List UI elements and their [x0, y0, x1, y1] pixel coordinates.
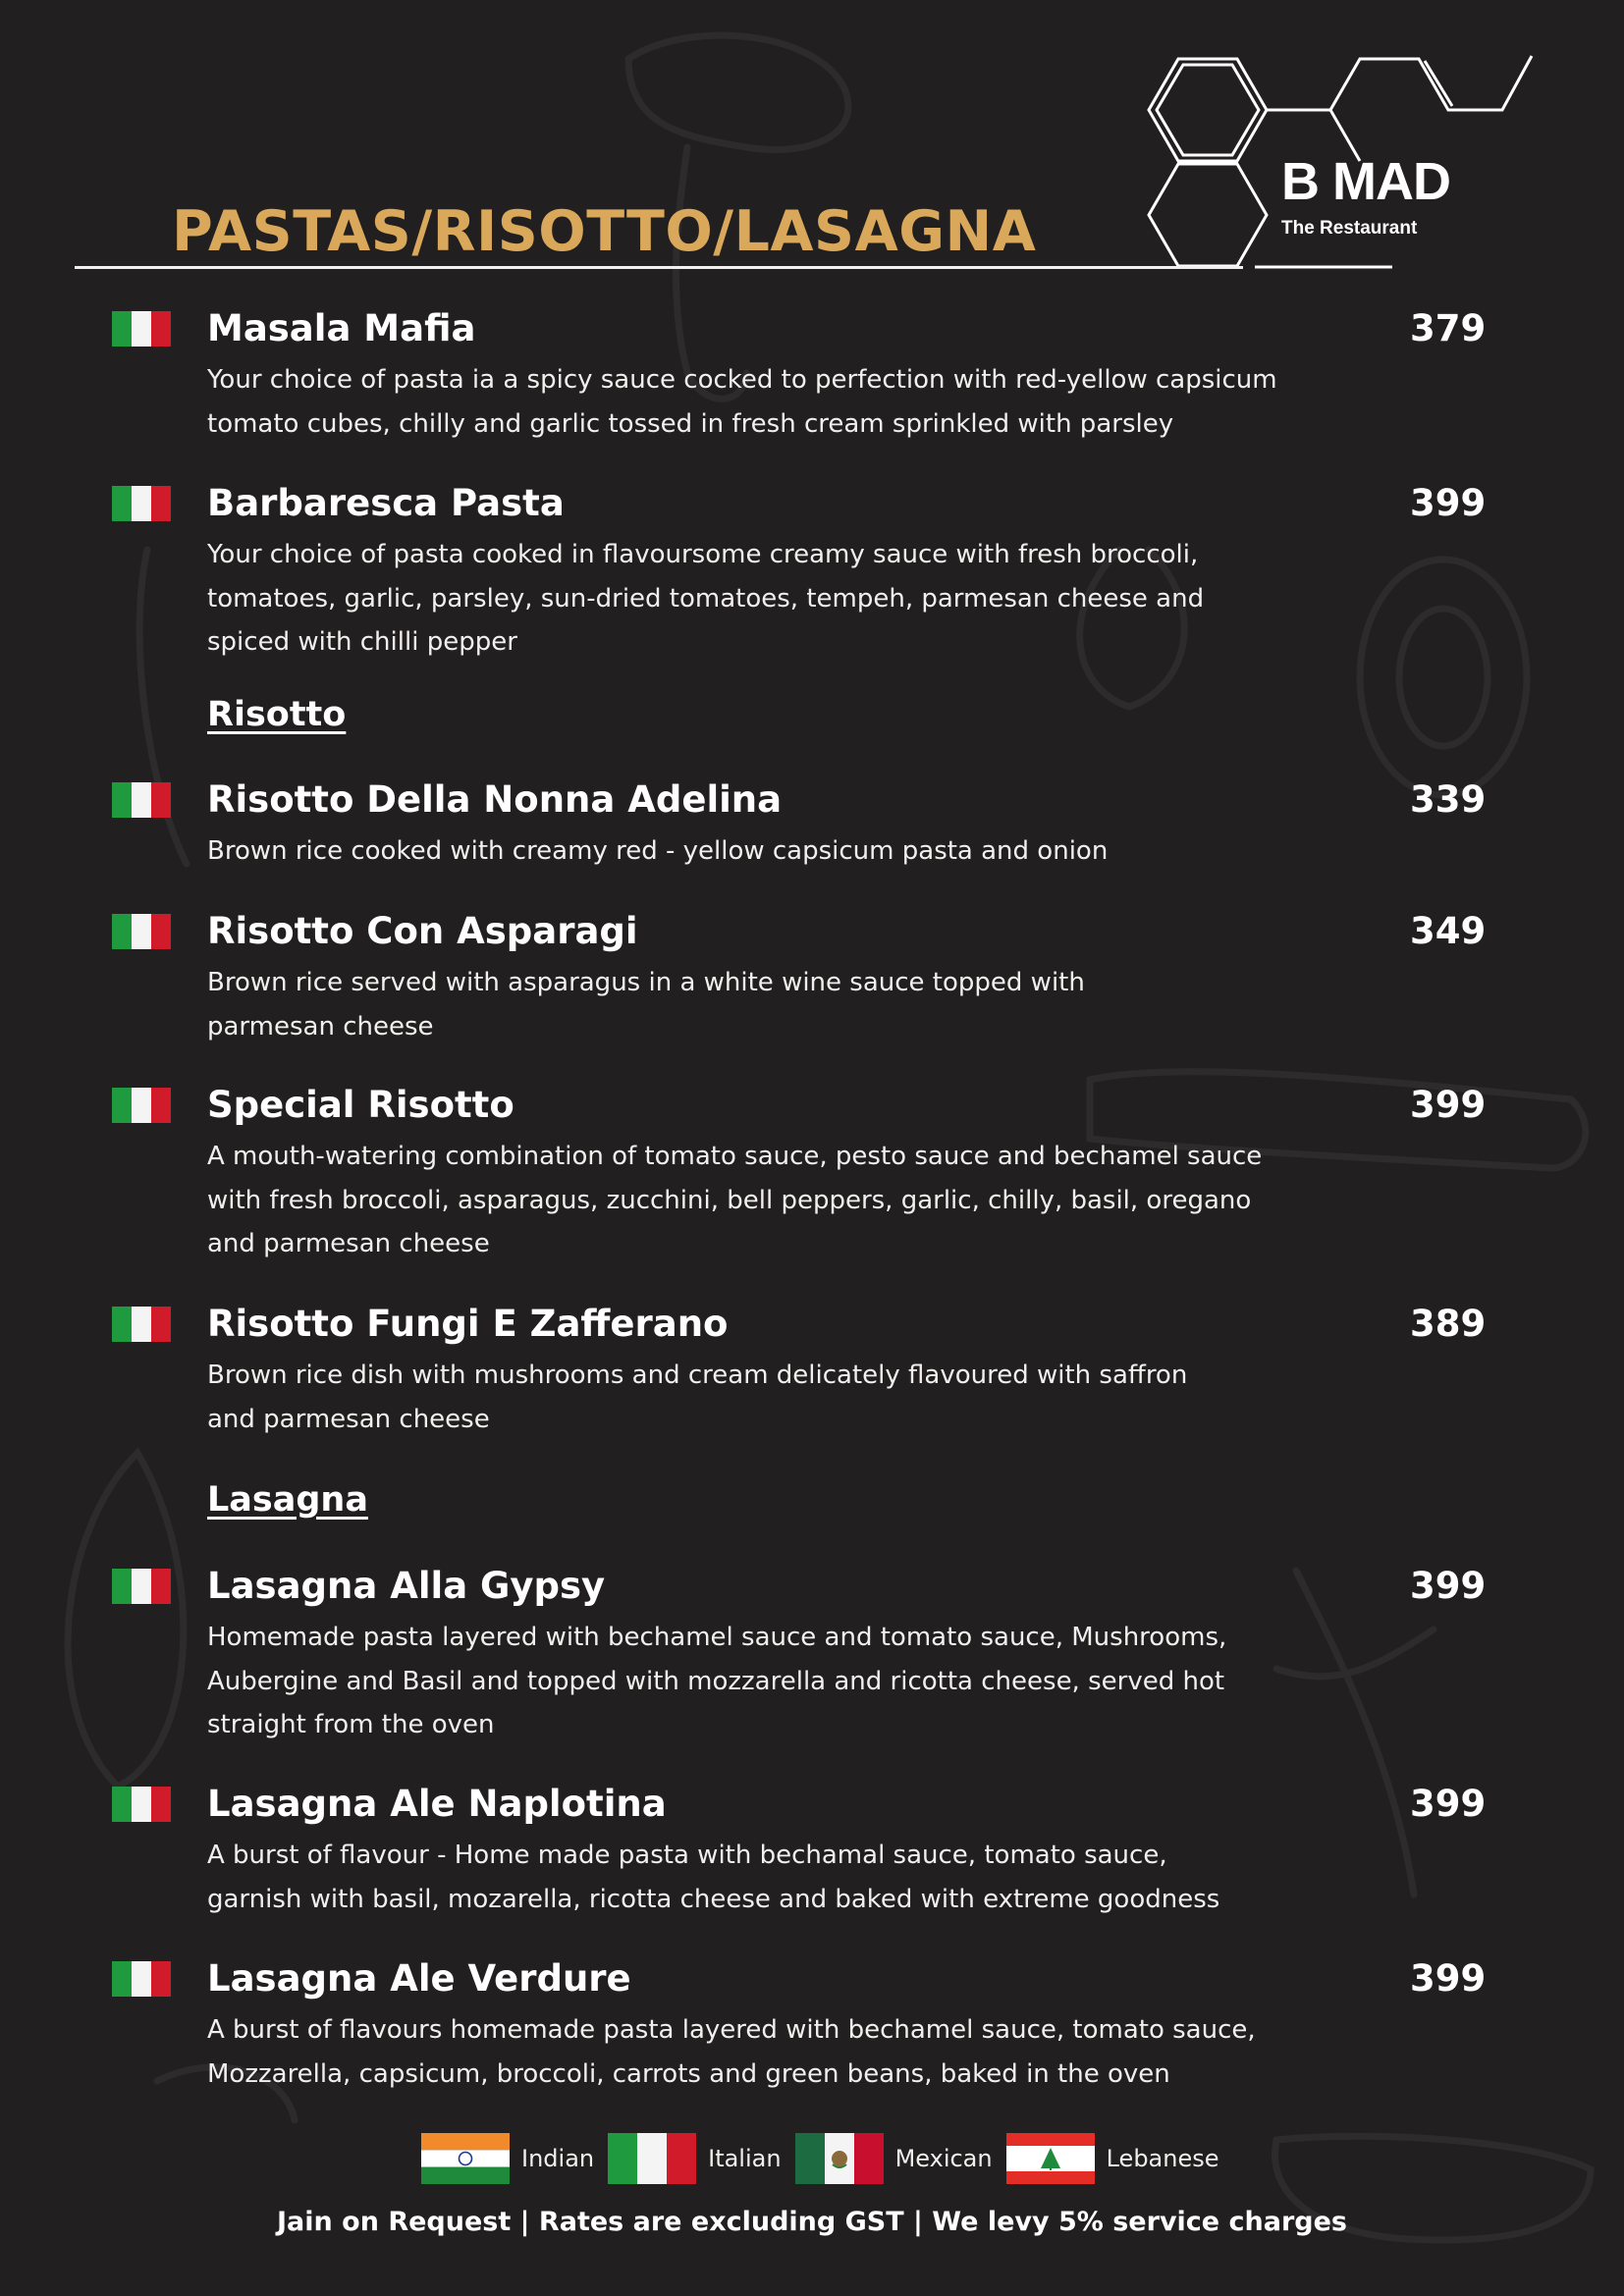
- item-price: 399: [1410, 1565, 1487, 1607]
- page-title: PASTAS/RISOTTO/LASAGNA: [172, 199, 1037, 264]
- italy-flag-icon: [112, 1088, 171, 1123]
- lebanon-flag-icon: [1006, 2133, 1095, 2184]
- item-name: Risotto Della Nonna Adelina: [207, 778, 783, 821]
- india-flag-icon: [421, 2133, 510, 2184]
- item-description: Brown rice dish with mushrooms and cream delicately flavoured with saffron and parmesan cheese: [207, 1361, 1188, 1434]
- italy-flag-icon: [112, 914, 171, 949]
- item-name: Special Risotto: [207, 1084, 514, 1126]
- item-name: Masala Mafia: [207, 307, 476, 349]
- item-price: 339: [1410, 778, 1487, 821]
- item-name: Barbaresca Pasta: [207, 482, 565, 524]
- italy-flag-icon: [112, 782, 171, 818]
- italy-flag-icon: [112, 486, 171, 521]
- italy-flag-icon: [608, 2133, 696, 2184]
- legend-label-italian: Italian: [708, 2145, 782, 2172]
- item-description: A mouth-watering combination of tomato sauce, pesto sauce and bechamel sauce with fresh broccoli, asparagus, zucchini, bell peppers, garlic, chilly, basil, oregano and parmesan cheese: [207, 1142, 1263, 1258]
- brand-tagline: The Restaurant: [1281, 218, 1418, 239]
- italy-flag-icon: [112, 311, 171, 347]
- item-description: Your choice of pasta ia a spicy sauce cocked to perfection with red-yellow capsicum tomato cubes, chilly and garlic tossed in fresh cream sprinkled with parsley: [207, 365, 1277, 439]
- italy-flag-icon: [112, 1307, 171, 1342]
- item-name: Lasagna Ale Verdure: [207, 1957, 631, 2000]
- footer-note: Jain on Request | Rates are excluding GST | We levy 5% service charges: [277, 2207, 1347, 2237]
- section-heading-lasagna: Lasagna: [207, 1480, 368, 1520]
- title-divider: [75, 266, 1243, 269]
- item-description: A burst of flavours homemade pasta layered with bechamel sauce, tomato sauce, Mozzarella, capsicum, broccoli, carrots and green beans, baked in the oven: [207, 2015, 1256, 2089]
- item-description: A burst of flavour - Home made pasta with bechamal sauce, tomato sauce, garnish with basil, mozarella, ricotta cheese and baked with extreme goodness: [207, 1841, 1220, 1914]
- item-description: Homemade pasta layered with bechamel sauce and tomato sauce, Mushrooms, Aubergine and Basil and topped with mozzarella and ricotta cheese, served hot straight from the oven: [207, 1623, 1227, 1739]
- item-price: 379: [1410, 307, 1487, 349]
- item-price: 399: [1410, 1957, 1487, 2000]
- item-price: 349: [1410, 910, 1487, 952]
- item-description: Brown rice served with asparagus in a white wine sauce topped with parmesan cheese: [207, 968, 1085, 1041]
- italy-flag-icon: [112, 1961, 171, 1997]
- legend-label-mexican: Mexican: [894, 2145, 993, 2172]
- item-price: 399: [1410, 1084, 1487, 1126]
- item-description: Brown rice cooked with creamy red - yellow capsicum pasta and onion: [207, 836, 1109, 866]
- item-name: Lasagna Alla Gypsy: [207, 1565, 606, 1607]
- mexico-flag-icon: [795, 2133, 884, 2184]
- section-heading-risotto: Risotto: [207, 695, 347, 734]
- item-name: Lasagna Ale Naplotina: [207, 1783, 667, 1825]
- cuisine-legend: [421, 2132, 1233, 2185]
- item-price: 399: [1410, 1783, 1487, 1825]
- item-name: Risotto Con Asparagi: [207, 910, 638, 952]
- item-price: 399: [1410, 482, 1487, 524]
- brand-name: B MAD: [1281, 152, 1450, 211]
- item-description: Your choice of pasta cooked in flavoursome creamy sauce with fresh broccoli, tomatoes, garlic, parsley, sun-dried tomatoes, tempeh, parmesan cheese and spiced with chilli pepper: [207, 540, 1205, 657]
- italy-flag-icon: [112, 1787, 171, 1822]
- italy-flag-icon: [112, 1569, 171, 1604]
- legend-label-lebanese: Lebanese: [1106, 2145, 1219, 2172]
- legend-label-indian: Indian: [521, 2145, 595, 2172]
- item-name: Risotto Fungi E Zafferano: [207, 1303, 729, 1345]
- item-price: 389: [1410, 1303, 1487, 1345]
